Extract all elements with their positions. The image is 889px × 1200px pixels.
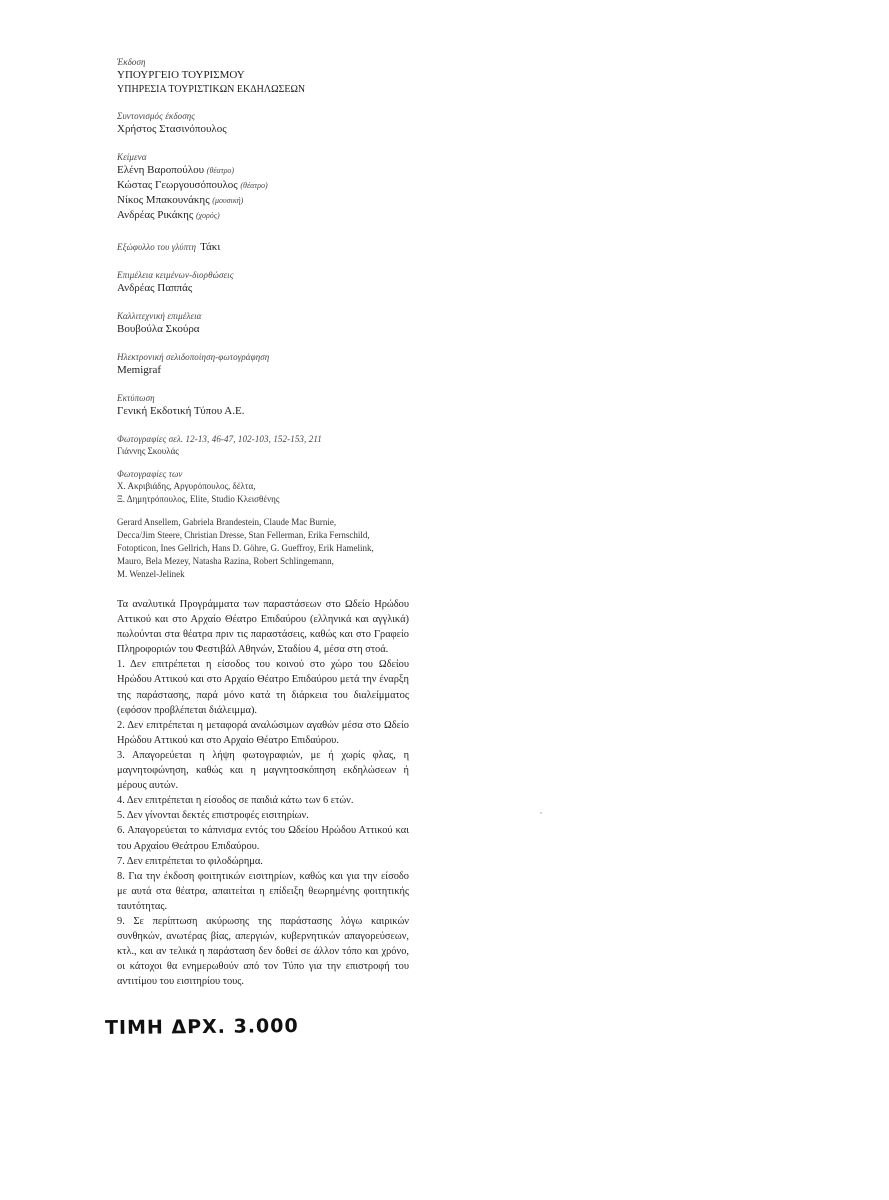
art-name: Βουβούλα Σκούρα xyxy=(117,323,200,335)
author-topic: (θέατρο) xyxy=(206,166,235,175)
photos-pages-block xyxy=(117,433,407,458)
service-name: ΥΠΗΡΕΣΙΑ ΤΟΥΡΙΣΤΙΚΩΝ ΕΚΔΗΛΩΣΕΩΝ xyxy=(117,84,306,95)
author-line xyxy=(117,208,407,223)
photographers-line: Mauro, Bela Mezey, Natasha Razina, Robert Schlingemann, xyxy=(117,556,334,566)
author-topic: (μουσική) xyxy=(212,196,244,205)
edition-label: Έκδοση xyxy=(117,57,146,67)
photos-of-block xyxy=(117,468,407,506)
rules-intro: Τα αναλυτικά Προγράμματα των παραστάσεων στο Ωδείο Ηρώδου Αττικού και στο Αρχαίο Θέατρο Επιδαύρου (ελληνικά και αγγλικά) πωλούνται στα θέατρα πριν τις παραστάσεις, καθώς και στο Γραφείο Πληροφοριών του Φεστιβάλ Αθηνών, Σταδίου 4, μέσα στη στοά. xyxy=(117,599,409,656)
printing-name: Γενική Εκδοτική Τύπου Α.Ε. xyxy=(117,405,245,417)
typesetting-label: Ηλεκτρονική σελιδοποίηση-φωτογράφηση xyxy=(117,352,270,362)
photographers-block xyxy=(117,516,407,581)
photos-pages-label: Φωτογραφίες σελ. 12-13, 46-47, 102-103, 152-153, 211 xyxy=(117,434,322,444)
art-block xyxy=(117,310,407,337)
author-topic: (χορός) xyxy=(195,211,220,220)
rule-item: 7. Δεν επιτρέπεται το φιλοδώρημα. xyxy=(117,855,263,867)
author-name: Ελένη Βαροπούλου xyxy=(117,164,205,176)
price-stamp: ΤΙΜΗ ΔΡΧ. 3.000 xyxy=(104,1014,299,1040)
printing-block xyxy=(117,392,407,419)
photographers-line: Gerard Ansellem, Gabriela Brandestein, Claude Mac Burnie, xyxy=(117,517,337,527)
rule-item: 4. Δεν επιτρέπεται η είσοδος σε παιδιά κάτω των 6 ετών. xyxy=(117,795,354,807)
author-line xyxy=(117,163,407,178)
cover-name: Τάκι xyxy=(200,241,221,253)
typesetting-name: Memigraf xyxy=(117,364,161,376)
rule-item: 3. Απαγορεύεται η λήψη φωτογραφιών, με ή χωρίς φλας, η μαγνητοφώνηση, καθώς και η μαγνητοσκόπηση εκδηλώσεων ή μέρους αυτών. xyxy=(117,749,409,792)
texts-label: Κείμενα xyxy=(117,152,147,162)
rule-item: 5. Δεν γίνονται δεκτές επιστροφές εισιτηρίων. xyxy=(117,810,309,822)
editing-name: Ανδρέας Παππάς xyxy=(117,282,193,294)
coordination-name: Χρήστος Στασινόπουλος xyxy=(117,123,227,135)
colophon xyxy=(117,56,407,989)
photos-of-line: Ξ. Δημητρόπουλος, Elite, Studio Κλεισθένης xyxy=(117,494,280,504)
rule-item: 2. Δεν επιτρέπεται η μεταφορά αναλώσιμων αγαθών μέσα στο Ωδείο Ηρώδου Αττικού και στο Αρχαίο Θέατρο Επιδαύρου. xyxy=(117,719,409,746)
rule-item: 8. Για την έκδοση φοιτητικών εισιτηρίων, καθώς και για την είσοδο με αυτά στα θέατρα, απαιτείται η επίδειξη θεωρημένης φοιτητικής ταυτότητας. xyxy=(117,870,409,912)
photographers-line: M. Wenzel-Jelinek xyxy=(117,569,185,579)
author-name: Νίκος Μπακουνάκης xyxy=(117,194,210,206)
rule-item: 9. Σε περίπτωση ακύρωσης της παράστασης λόγω καιρικών συνθηκών, ανωτέρας βίας, απεργιών, κυβερνητικών απαγορεύσεων, κτλ., και αν τελικά η παράσταση δεν δοθεί σε άλλον τόπο και χρόνο, οι κάτοχοι θα ενημερωθούν από τον Τύπο για την επιστροφή του αντιτίμου του εισιτηρίου τους. xyxy=(117,915,409,988)
typesetting-block xyxy=(117,351,407,378)
rule-item: 6. Απαγορεύεται το κάπνισμα εντός του Ωδείου Ηρώδου Αττικού και του Αρχαίου Θεάτρου Επιδαύρου. xyxy=(117,825,409,852)
photos-of-label: Φωτογραφίες των xyxy=(117,469,183,479)
author-name: Κώστας Γεωργουσόπουλος xyxy=(117,179,238,191)
cover-label: Εξώφυλλο του γλύπτη xyxy=(117,242,197,252)
coordination-label: Συντονισμός έκδοσης xyxy=(117,111,196,121)
publisher-name: ΥΠΟΥΡΓΕΙΟ ΤΟΥΡΙΣΜΟΥ xyxy=(117,69,245,81)
author-topic: (θέατρο) xyxy=(240,181,268,190)
edition-block xyxy=(117,56,407,96)
author-line xyxy=(117,193,407,208)
coordination-block xyxy=(117,110,407,137)
printing-label: Εκτύπωση xyxy=(117,393,155,403)
audience-rules xyxy=(117,597,409,989)
cover-block xyxy=(117,237,407,255)
texts-block xyxy=(117,151,407,223)
editing-block xyxy=(117,269,407,296)
photographers-line: Decca/Jim Steere, Christian Dresse, Stan Fellerman, Erika Fernschild, xyxy=(117,530,370,540)
photos-pages-name: Γιάννης Σκουλάς xyxy=(117,446,179,456)
author-line xyxy=(117,178,407,193)
art-label: Καλλιτεχνική επιμέλεια xyxy=(117,311,202,321)
paper-speck xyxy=(540,812,542,814)
author-name: Ανδρέας Ρικάκης xyxy=(117,209,194,221)
editing-label: Επιμέλεια κειμένων-διορθώσεις xyxy=(117,270,234,280)
photos-of-line: Χ. Ακριβιάδης, Αργυρόπουλος, δέλτα, xyxy=(117,481,256,491)
photographers-line: Fotopticon, Ines Gellrich, Hans D. Göhre, G. Gueffroy, Erik Hamelink, xyxy=(117,543,374,553)
rule-item: 1. Δεν επιτρέπεται η είσοδος του κοινού στο χώρο του Ωδείου Ηρώδου Αττικού και στο Αρχαίο Θέατρο Επιδαύρου μετά την έναρξη της παράστασης, παρά μόνο κατά τη διάρκεια του διαλείμματος (εφόσον προβλέπεται διάλειμμα). xyxy=(117,659,409,716)
